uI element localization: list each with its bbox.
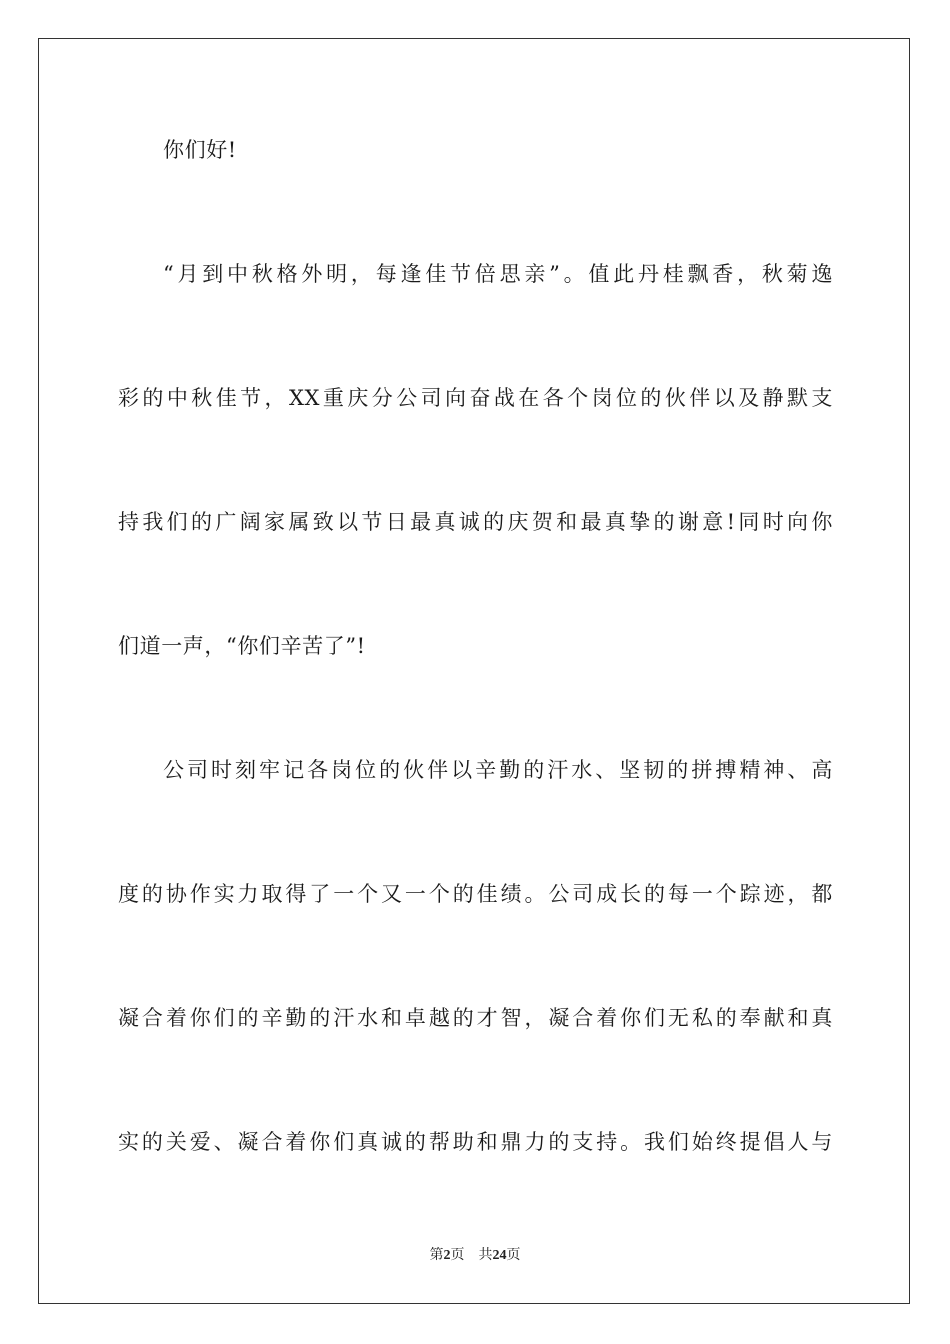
page-footer [0, 1247, 950, 1265]
paragraph-2-line-1: 公司时刻牢记各岗位的伙伴以辛勤的汗水、坚韧的拼搏精神、高 [163, 758, 833, 782]
paragraph-1-line-4: 们道一声，“你们辛苦了”! [118, 634, 366, 658]
page-border [38, 38, 910, 1304]
paragraph-2-line-3: 凝合着你们的辛勤的汗水和卓越的才智，凝合着你们无私的奉献和真 [118, 1006, 833, 1030]
paragraph-1-line-3: 持我们的广阔家属致以节日最真诚的庆贺和最真挚的谢意!同时向你 [118, 510, 833, 534]
paragraph-1-line-2: 彩的中秋佳节，XX重庆分公司向奋战在各个岗位的伙伴以及静默支 [118, 386, 833, 410]
total-suffix: 页 [506, 1248, 521, 1263]
current-page-number: 2 [443, 1248, 451, 1263]
greeting-line: 你们好! [163, 138, 237, 162]
total-page-count: 24 [492, 1248, 507, 1263]
page-prefix: 第 [429, 1248, 444, 1263]
paragraph-1-line-1: “月到中秋格外明，每逢佳节倍思亲”。值此丹桂飘香，秋菊逸 [163, 262, 833, 286]
total-prefix: 共 [478, 1248, 493, 1263]
page-suffix: 页 [450, 1248, 465, 1263]
paragraph-2-line-4: 实的关爱、凝合着你们真诚的帮助和鼎力的支持。我们始终提倡人与 [118, 1130, 833, 1154]
paragraph-2-line-2: 度的协作实力取得了一个又一个的佳绩。公司成长的每一个踪迹，都 [118, 882, 833, 906]
